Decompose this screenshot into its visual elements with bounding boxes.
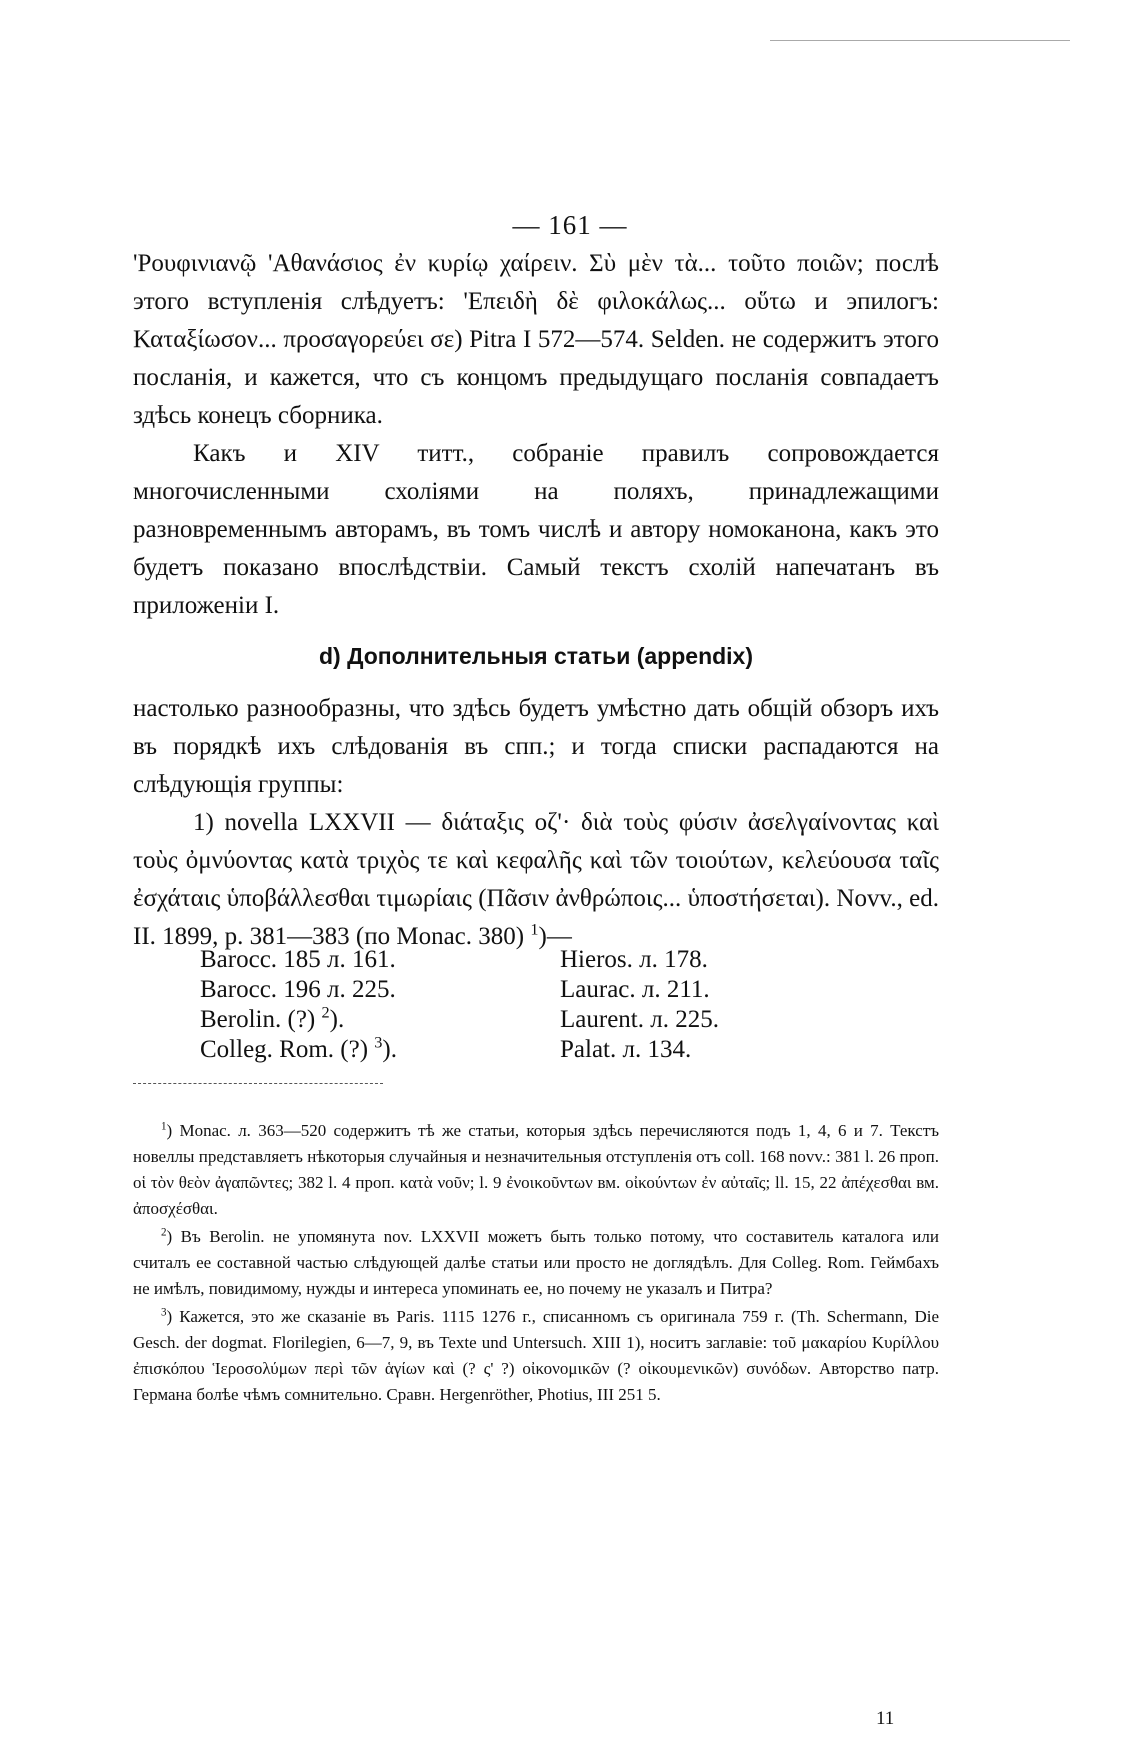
footnote-ref: 1 bbox=[530, 920, 539, 939]
manuscript-item: Hieros. л. 178. bbox=[560, 946, 708, 973]
novella-text: 1) novella LXXVII — διάταξις οζ'· διὰ τοὺς φύσιν ἀσελγαίνοντας καὶ τοὺς ὀμνύοντας κατὰ τριχὸς τε καὶ κεφαλῆς καὶ τῶν τοιούτων, κελεύουσα ταῖς ἐσχάταις ὑποβάλλεσθαι τιμωρίαις (Πᾶσιν ἀνθρώποις... ὑποστήσεται). Novv., ed. II. 1899, p. 381—383 (по Monac. 380) bbox=[133, 809, 939, 950]
top-edge-rule bbox=[770, 40, 1070, 41]
footnote-1: $^1$) Monac. л. 363—520 содержитъ тѣ же статьи, которыя здѣсь перечисляются подъ 1, 4, 6 и 7. Текстъ новеллы представляетъ нѣкоторыя случайныя и незначительныя отступленія отъ coll. 168 novv.: 381 l. 26 проп. οἱ τὸν θεὸν ἀγαπῶντες; 382 l. 4 проп. κατὰ νοῦν; l. 9 ἐνοικοῦντων вм. οἰκούντων ἐν αὐταῖς; ll. 15, 22 ἀπέχεσθαι вм. ἀποσχέσθαι. bbox=[133, 1120, 939, 1218]
manuscript-item: Laurent. л. 225. bbox=[560, 1006, 719, 1033]
novella-tail: — bbox=[546, 923, 572, 950]
manuscript-item: Barocc. 185 л. 161. bbox=[200, 946, 396, 973]
paragraph-scholia: Какъ и XIV титт., собраніе правилъ сопровождается многочисленными схоліями на поляхъ, принадлежащими разновременнымъ авторамъ, въ томъ числѣ и автору номоканона, какъ это будетъ показано впослѣдствіи. Самый текстъ схолій напечатанъ въ приложеніи I. bbox=[133, 440, 939, 619]
manuscript-column-right bbox=[560, 945, 719, 1065]
section-heading: d) Дополнительныя статьи (appendix) bbox=[318, 643, 754, 669]
footnote-ref: 3 bbox=[374, 1033, 383, 1052]
footnote-2: $^2$) Въ Berolin. не упомянута nov. LXXVII можетъ быть только потому, что составитель каталога или считалъ ее составной частью слѣдующей далѣе статьи или просто не доглядѣлъ. Для Colleg. Rom. Геймбахъ не имѣлъ, повидимому, нужды и интереса упоминать ее, но почему не указалъ и Питра? bbox=[133, 1226, 939, 1298]
manuscript-item: Berolin. (?) $^2$). bbox=[200, 1003, 345, 1033]
footnote-ref: 2 bbox=[321, 1003, 330, 1022]
page-number: — 161 — bbox=[512, 210, 628, 240]
main-text-block-1 bbox=[133, 245, 939, 625]
paragraph-opening: 'Ρουφινιανῷ 'Αθανάσιος ἐν κυρίῳ χαίρειν. Σὺ μὲν τὰ... τοῦτο ποιῶν; послѣ этого вступленія слѣдуетъ: 'Επειδὴ δὲ φιλοκάλως... οὕτω и эпилогъ: Καταξίωσον... προσαγορεύει σε) Pitra I 572—574. Selden. не содержитъ этого посланія, и кажется, что съ концомъ предыдущаго посланія совпадаетъ здѣсь конецъ сборника. bbox=[133, 250, 939, 429]
footnote-separator bbox=[133, 1083, 383, 1084]
footnote-3: $^3$) Кажется, это же сказаніе въ Paris. 1115 1276 г., списанномъ съ оригинала 759 г. (Th. Schermann, Die Gesch. der dogmat. Florilegien, 6—7, 9, въ Texte und Untersuch. XIII 1), носитъ заглавіе: τοῦ μακαρίου Κυρίλλου ἐπισκόπου Ἱεροσολύμων περὶ τῶν ἁγίων καὶ (? ς' ?) οἰκονομικῶν (? οἰκουμενικῶν) συνόδων. Авторство патр. Германа болѣе чѣмъ сомнительно. Сравн. Hergenröther, Photius, III 251 5. bbox=[133, 1306, 940, 1404]
main-text-block-2 bbox=[133, 690, 939, 956]
manuscript-item: Colleg. Rom. (?) $^3$). bbox=[200, 1033, 397, 1063]
signature-mark: 11 bbox=[876, 1708, 895, 1729]
manuscript-item: Barocc. 196 л. 225. bbox=[200, 976, 396, 1003]
footnotes bbox=[133, 1118, 939, 1410]
manuscript-column-left bbox=[200, 945, 397, 1065]
manuscript-item: Palat. л. 134. bbox=[560, 1036, 692, 1063]
paragraph-novella: 1) novella LXXVII — διάταξις οζ'· διὰ τοὺς φύσιν ἀσελγαίνοντας καὶ τοὺς ὀμνύοντας κατὰ τριχὸς τε καὶ κεφαλῆς καὶ τῶν τοιούτων, κελεύουσα ταῖς ἐσχάταις ὑποβάλλεσθαι τιμωρίαις (Πᾶσιν ἀνθρώποις... ὑποστήσεται). Novv., ed. II. 1899, p. 381—383 (по Monac. 380) $^1$)— bbox=[133, 809, 939, 950]
manuscript-item: Laurac. л. 211. bbox=[560, 976, 710, 1003]
paragraph-appendix-intro: настолько разнообразны, что здѣсь будетъ умѣстно дать общій обзоръ ихъ въ порядкѣ ихъ слѣдованія въ спп.; и тогда списки распадаются на слѣдующія группы: bbox=[133, 695, 939, 798]
